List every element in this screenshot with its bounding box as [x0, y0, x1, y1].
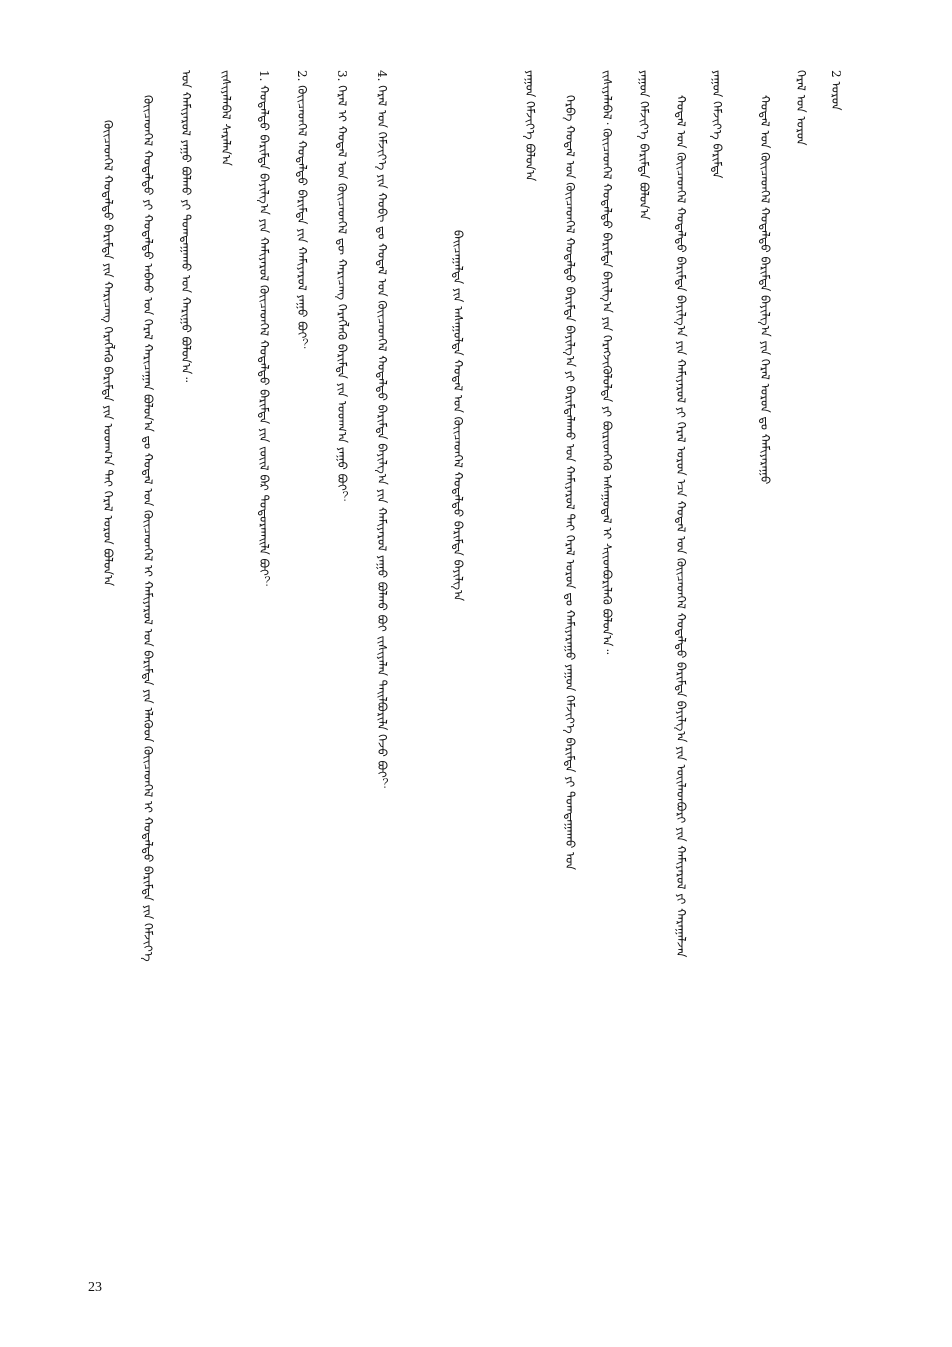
- text-line: ᠤᠨ ᠬᠠᠮᠢᠶᠠᠷᠤᠯ ᠶᠠᠭᠤ ᠪᠣᠯᠬᠤ ᠶᠢ ᠲᠣᠭᠲᠠᠭᠠᠬᠤ ᠤᠨ ᠬᠠᠷᠢᠭᠤ ᠪᠣᠯᠤᠨ᠎ᠠ᠃: [179, 70, 193, 383]
- question-4: 4. ᠭᠡᠷᠡᠯ ᠤᠨ ᠬᠡᠮᠵᠢᠶ᠎ᠡ ᠶᠢᠨ ᠬᠤᠪᠢ ᠳᠤ ᠬᠤᠳᠠᠯ ᠤᠨ ᠭᠦᠢᠴᠡᠳᠭᠡᠯ ᠬᠤᠳᠠᠯᠳᠤ ᠪᠠᠷᠢᠮᠲᠠ ᠪᠠᠶᠢᠯᠭ᠎ᠠ ᠶᠢᠨ ᠬᠠᠮᠢᠶᠠᠷᠤᠯ ᠶᠠᠭᠤ ᠪᠣᠯᠬᠤ ᠪᠤᠢ ᠵᠢᠱᠢᠶᠡᠯᠡᠨ ᠲᠠᠢᠯᠪᠤᠷᠢᠯᠠ ᠭᠡᠵᠦ ᠪᠤᠢ？: [375, 70, 389, 790]
- text-line: ᠬᠤᠳᠠᠯ ᠤᠨ ᠭᠦᠢᠴᠡᠳᠭᠡᠯ ᠬᠤᠳᠠᠯᠳᠤ ᠪᠠᠷᠢᠮᠲᠠ ᠪᠠᠶᠢᠯᠭ᠎ᠠ ᠶᠢᠨ ᠭᠡᠷᠡᠯ ᠤᠷᠤᠨ ᠳᠤ ᠬᠠᠮᠢᠶᠠᠷᠠᠭᠤ: [758, 95, 772, 485]
- text-line: ᠶᠠᠭᠤᠨ ᠬᠡᠮᠵᠢᠶ᠎ᠡ ᠪᠣᠯᠤᠨ᠎ᠠ: [523, 70, 537, 182]
- text-line: ᠬᠤᠳᠠᠯ ᠤᠨ ᠭᠦᠢᠴᠡᠳᠭᠡᠯ ᠬᠤᠳᠠᠯᠳᠤ ᠪᠠᠷᠢᠮᠲᠠ ᠪᠠᠶᠢᠯᠭ᠎ᠠ ᠶᠢᠨ ᠬᠠᠮᠢᠶᠠᠷᠤᠯ ᠶᠢ ᠭᠡᠷᠡᠯ ᠤᠷᠤᠨ ᠡᠴᠡ ᠬᠤᠳᠠᠯ ᠤᠨ ᠭᠦᠢᠴᠡᠳᠭᠡᠯ ᠬᠤᠳᠠᠯᠳᠤ ᠪᠠᠷᠢᠮᠲᠠ ᠪᠠᠶᠢᠯᠭ᠎ᠠ ᠶᠢᠨ ᠦᠢᠯᠡᠳᠪᠦᠷᠢ ᠶᠢᠨ ᠬᠠᠮᠢᠶᠠᠷᠤᠯ ᠶᠢ ᠬᠠᠷᠠᠭᠠᠯᠵᠠᠨ: [674, 95, 688, 958]
- question-3: 3. ᠭᠡᠷᠡᠯ ᠢ ᠬᠤᠳᠠᠯ ᠤᠨ ᠭᠦᠢᠴᠡᠳᠭᠡᠯ ᠳᠦ ᠬᠠᠷᠢᠴᠠᠩ ᠬᠡᠷᠡᠭᠯᠡᠬᠦ ᠪᠠᠷᠢᠮᠲᠠ ᠶᠢᠨ ᠤᠳᠬ᠎ᠠ ᠶᠠᠭᠤ ᠪᠤᠢ？: [335, 70, 349, 503]
- text-line: ᠭᠦᠢᠴᠡᠳᠭᠡᠯ ᠬᠤᠳᠠᠯᠳᠤ ᠶᠢ ᠬᠤᠳᠠᠯᠳᠤ ᠠᠪᠬᠤ ᠤᠨ ᠭᠡᠷᠡᠯ ᠬᠠᠷᠢᠴᠠᠭᠠᠨ ᠪᠣᠯᠤᠨ᠎ᠠ ᠳᠤ ᠬᠤᠳᠠᠯ ᠤᠨ ᠭᠦᠢᠴᠡᠳᠭᠡᠯ ᠢ ᠬᠠᠮᠢᠶᠠᠷᠤᠯ ᠤᠨ ᠪᠠᠷᠢᠮᠲᠠ ᠶᠢᠨ ᠡᠯᠡᠭᠦᠳ ᠭᠦᠢᠴᠡᠳᠭᠡᠯ ᠢ ᠬᠤᠳᠠᠯᠳᠤ ᠪᠠᠷᠢᠮᠲᠠ ᠶᠢᠨ ᠬᠡᠮᠵᠢᠶ᠎ᠡ: [141, 95, 155, 962]
- text-line: ᠶᠠᠭᠤᠨ ᠬᠡᠮᠵᠢᠶ᠎ᠡ ᠪᠠᠷᠢᠮᠲᠠ ᠪᠣᠯᠤᠨ᠎ᠠ: [637, 70, 651, 220]
- text-line: ᠵᠢᠱᠢᠶᠡᠯᠡᠪᠡᠯ ᠰᠠᠷᠠᠯᠠᠨ᠎ᠠ: [219, 70, 233, 166]
- section-subheading: ᠭᠡᠷᠡᠯ ᠤᠨ ᠤᠷᠤᠨ: [794, 70, 808, 146]
- question-1: 1. ᠬᠤᠳᠠᠯᠳᠤ ᠪᠠᠷᠢᠮᠲᠠ ᠪᠠᠶᠢᠯᠭ᠎ᠠ ᠶᠢᠨ ᠬᠠᠮᠢᠶᠠᠷᠤᠯ ᠭᠦᠢᠴᠡᠳᠭᠡᠯ ᠬᠤᠳᠠᠯᠳᠤ ᠪᠠᠷᠢᠮᠲᠠ ᠶᠢᠨ ᠵᠦᠢᠯ ᠪᠠᠷ ᠲᠣᠳᠤᠷᠬᠠᠢᠯᠠ ᠪᠤᠢ？: [257, 70, 271, 588]
- text-line: ᠵᠢᠱᠢᠶᠡᠯᠡᠪᠡᠯ᠂ ᠭᠦᠢᠴᠡᠳᠭᠡᠯ ᠬᠤᠳᠠᠯᠳᠤ ᠪᠠᠷᠢᠮᠲᠠ ᠪᠠᠶᠢᠯᠭ᠎ᠠ ᠶᠢᠨ ᠬᠡᠷᠡᠭᠵᠢᠭᠦᠯᠦᠯᠳᠡ ᠶᠢ ᠪᠦᠷᠢᠳᠬᠡᠬᠦ ᠠᠰᠠᠭᠤᠳᠠᠯ ᠢ ᠰᠢᠢᠳᠪᠦᠷᠢᠯᠡᠬᠦ ᠪᠣᠯᠤᠨ᠎ᠠ᠃: [600, 70, 614, 655]
- text-line: ᠭᠦᠢᠴᠡᠳᠭᠡᠯ ᠬᠤᠳᠠᠯᠳᠤ ᠪᠠᠷᠢᠮᠲᠠ ᠶᠢᠨ ᠬᠠᠷᠢᠴᠠᠩ ᠬᠡᠷᠡᠭᠯᠡᠬᠦ ᠪᠠᠷᠢᠮᠲᠠ ᠶᠢᠨ ᠤᠳᠬ᠎ᠠ ᠲᠠᠢ ᠭᠡᠷᠡᠯ ᠤᠷᠤᠨ ᠪᠣᠯᠤᠨ᠎ᠠ: [101, 120, 115, 587]
- page-number: 23: [88, 1280, 102, 1295]
- text-line: ᠬᠡᠷᠪᠡ ᠬᠤᠳᠠᠯ ᠤᠨ ᠭᠦᠢᠴᠡᠳᠭᠡᠯ ᠬᠤᠳᠠᠯᠳᠤ ᠪᠠᠷᠢᠮᠲᠠ ᠪᠠᠶᠢᠯᠭ᠎ᠠ ᠶᠢ ᠪᠠᠷᠢᠮᠲᠠᠯᠠᠬᠤ ᠤᠨ ᠬᠠᠮᠢᠶᠠᠷᠤᠯ ᠲᠠᠢ ᠭᠡᠷᠡᠯ ᠤᠷᠤᠨ ᠳᠤ ᠬᠠᠮᠢᠶᠠᠷᠠᠭᠤ ᠶᠠᠭᠤᠨ ᠬᠡᠮᠵᠢᠶ᠎ᠡ ᠪᠠᠷᠢᠮᠲᠠ ᠶᠢ ᠲᠣᠭᠲᠠᠭᠠᠬᠤ ᠤᠨ: [563, 95, 577, 870]
- question-2: 2. ᠭᠦᠢᠴᠡᠳᠭᠡᠯ ᠬᠤᠳᠠᠯᠳᠤ ᠪᠠᠷᠢᠮᠲᠠ ᠶᠢᠨ ᠬᠠᠮᠢᠶᠠᠷᠤᠯ ᠶᠠᠭᠤ ᠪᠤᠢ？: [295, 70, 309, 351]
- section-number: 2 ᠤᠷᠤᠨ: [829, 70, 843, 111]
- text-line: ᠶᠠᠭᠤᠨ ᠬᠡᠮᠵᠢᠶ᠎ᠡ ᠪᠠᠷᠢᠮᠲᠠ: [710, 70, 724, 179]
- exercise-title: ᠪᠠᠢᠴᠠᠭᠠᠯᠲᠠ ᠶᠢᠨ ᠠᠰᠠᠭᠤᠯᠲᠠ ᠬᠤᠳᠠᠯ ᠤᠨ ᠭᠦᠢᠴᠡᠳᠭᠡᠯ ᠬᠤᠳᠠᠯᠳᠤ ᠪᠠᠷᠢᠮᠲᠠ ᠪᠠᠶᠢᠯᠭ᠎ᠠ: [451, 230, 465, 602]
